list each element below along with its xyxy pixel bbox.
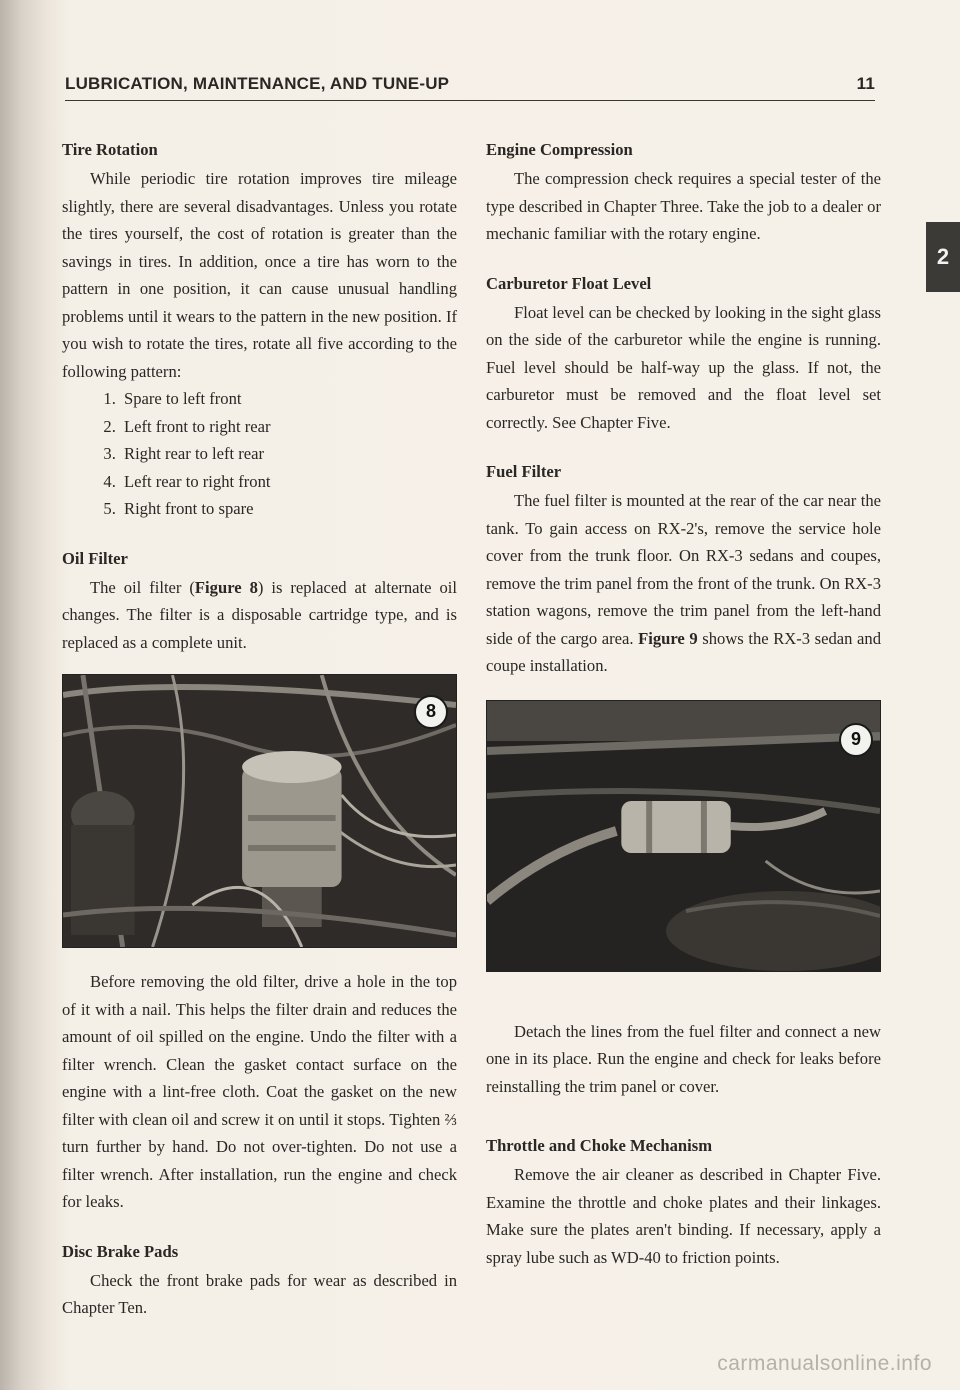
list-item: 5. Right front to spare	[120, 495, 457, 523]
figure-9-photo	[486, 700, 881, 972]
paragraph-oil-filter: The oil filter (Figure 8) is replaced at alternate oil changes. The filter is a disposable cartridge type, and is replaced as a complete unit.	[62, 577, 457, 652]
heading-throttle-choke: Throttle and Choke Mechanism	[486, 1136, 713, 1155]
paragraph-fuel-filter-procedure: Detach the lines from the fuel filter and connect a new one in its place. Run the engine and check for leaks before reinstalling the trim panel or cover.	[486, 1021, 881, 1096]
heading-oil-filter: Oil Filter	[62, 548, 128, 568]
heading-disc-brake-pads: Disc Brake Pads	[62, 1241, 179, 1261]
heading-float-level: Carburetor Float Level	[486, 273, 652, 293]
rotation-steps-list	[62, 385, 457, 523]
heading-fuel-filter: Fuel Filter	[486, 462, 562, 481]
list-item: 1. Spare to left front	[120, 385, 457, 413]
figure-8-photo	[62, 674, 457, 948]
header-title: LUBRICATION, MAINTENANCE, AND TUNE-UP	[65, 74, 450, 93]
paragraph-disc-brake-pads: Check the front brake pads for wear as described in Chapter Ten.	[62, 1270, 457, 1317]
running-header	[65, 74, 875, 101]
watermark: carmanualsonline.info	[717, 1352, 932, 1375]
list-item: 4. Left rear to right front	[120, 468, 457, 496]
heading-tire-rotation: Tire Rotation	[62, 140, 158, 159]
page-number: 11	[856, 74, 875, 93]
list-item: 2. Left front to right rear	[120, 413, 457, 441]
right-column	[486, 136, 881, 1271]
figure-number-badge: 8	[414, 695, 448, 729]
engine-bay-illustration	[63, 675, 456, 947]
chapter-tab: 2	[926, 222, 960, 292]
figure-reference: Figure 8	[194, 577, 258, 597]
heading-engine-compression: Engine Compression	[486, 140, 633, 159]
paragraph-oil-filter-procedure: Before removing the old filter, drive a hole in the top of it with a nail. This helps the filter drain and reduces the amount of oil spilled on the engine. Undo the filter with a filter wrench. Clean the gasket contact surface on the engine with a lint-free cloth. Coat the gasket on the new filter with clean oil and screw it on until it stops. Tighten ⅔ turn further by hand. Do not over-tighten. Do not use a filter wrench. After installation, run the engine and check for leaks.	[62, 972, 457, 1211]
fuel-filter-illustration	[487, 701, 880, 971]
list-item: 3. Right rear to left rear	[120, 440, 457, 468]
paragraph-tire-rotation: While periodic tire rotation improves tire mileage slightly, there are several disadvantages. Unless you rotate the tires yourself, the cost of rotation is greater than the savings in tires. In addition, once a tire has worn to the pattern in one position, it can cause unusual handling problems until it wears to the pattern in the new position. If you wish to rotate the tires, rotate all five according to the following pattern:	[62, 169, 457, 381]
left-column	[62, 136, 457, 1322]
figure-number-badge: 9	[839, 723, 873, 757]
figure-reference: Figure 9	[638, 628, 698, 648]
paragraph-engine-compression: The compression check requires a special tester of the type described in Chapter Three. Take the job to a dealer or mechanic familiar with the rotary engine.	[486, 169, 881, 243]
paragraph-fuel-filter: The fuel filter is mounted at the rear of the car near the tank. To gain access on RX-2's, remove the service hole cover from the trunk floor. On RX-3 sedans and coupes, remove the trim panel from the front of the trunk. On RX-3 station wagons, remove the trim panel from the left-hand side of the cargo area. Figure 9 shows the RX-3 sedan and coupe installation.	[486, 491, 882, 675]
paragraph-float-level: Float level can be checked by looking in the sight glass on the side of the carburetor while the engine is running. Fuel level should be half-way up the glass. If not, the carburetor must be removed and the float level set correctly. See Chapter Five.	[486, 302, 881, 432]
paragraph-throttle-choke: Remove the air cleaner as described in Chapter Five. Examine the throttle and choke plates and their linkages. Make sure the plates aren't binding. If necessary, apply a spray lube such as WD-40 to friction points.	[486, 1165, 881, 1267]
